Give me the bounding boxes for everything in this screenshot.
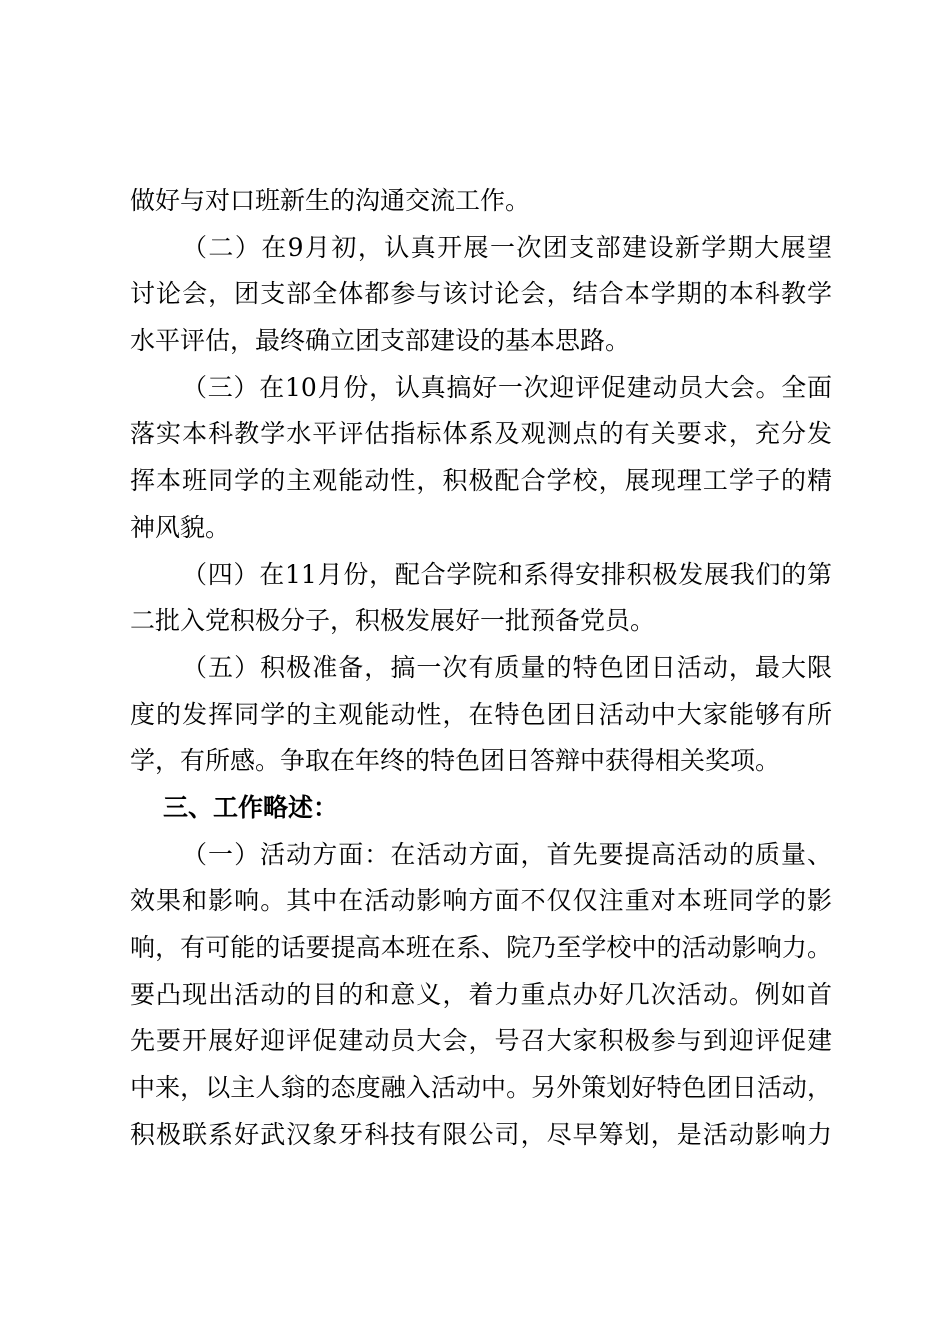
- text-line: 度的发挥同学的主观能动性，在特色团日活动中大家能够有所: [130, 699, 832, 729]
- text-line: 讨论会，团支部全体都参与该讨论会，结合本学期的本科教学: [130, 279, 832, 309]
- text-line: 神风貌。: [130, 512, 231, 542]
- text-line: 二批入党积极分子，积极发展好一批预备党员。: [130, 606, 656, 636]
- text-line: （一）活动方面：在活动方面，首先要提高活动的质量、: [182, 839, 832, 869]
- text-line: 落实本科教学水平评估指标体系及观测点的有关要求，充分发: [130, 419, 832, 449]
- document-body: [130, 178, 832, 1158]
- text-line: 响，有可能的话要提高本班在系、院乃至学校中的活动影响力。: [130, 933, 832, 962]
- text-line: （四）在11月份，配合学院和系得安排积极发展我们的第: [182, 559, 832, 589]
- text-line: 水平评估，最终确立团支部建设的基本思路。: [130, 326, 631, 356]
- text-line: 积极联系好武汉象牙科技有限公司，尽早筹划，是活动影响力: [130, 1119, 832, 1149]
- text-line: （五）积极准备，搞一次有质量的特色团日活动，最大限: [182, 652, 832, 682]
- section-heading: 三、工作略述：: [163, 792, 339, 822]
- text-line: （二）在9月初，认真开展一次团支部建设新学期大展望: [182, 232, 832, 262]
- text-line: 先要开展好迎评促建动员大会，号召大家积极参与到迎评促建: [130, 1026, 832, 1056]
- text-line: 中来，以主人翁的态度融入活动中。另外策划好特色团日活动，: [130, 1073, 832, 1103]
- text-line: 学，有所感。争取在年终的特色团日答辩中获得相关奖项。: [130, 746, 781, 776]
- text-line: 要凸现出活动的目的和意义，着力重点办好几次活动。例如首: [130, 979, 832, 1009]
- text-line: 做好与对口班新生的沟通交流工作。: [130, 186, 531, 215]
- text-line: 挥本班同学的主观能动性，积极配合学校，展现理工学子的精: [130, 466, 832, 496]
- text-line: 效果和影响。其中在活动影响方面不仅仅注重对本班同学的影: [130, 886, 832, 916]
- text-line: （三）在10月份，认真搞好一次迎评促建动员大会。全面: [182, 372, 832, 402]
